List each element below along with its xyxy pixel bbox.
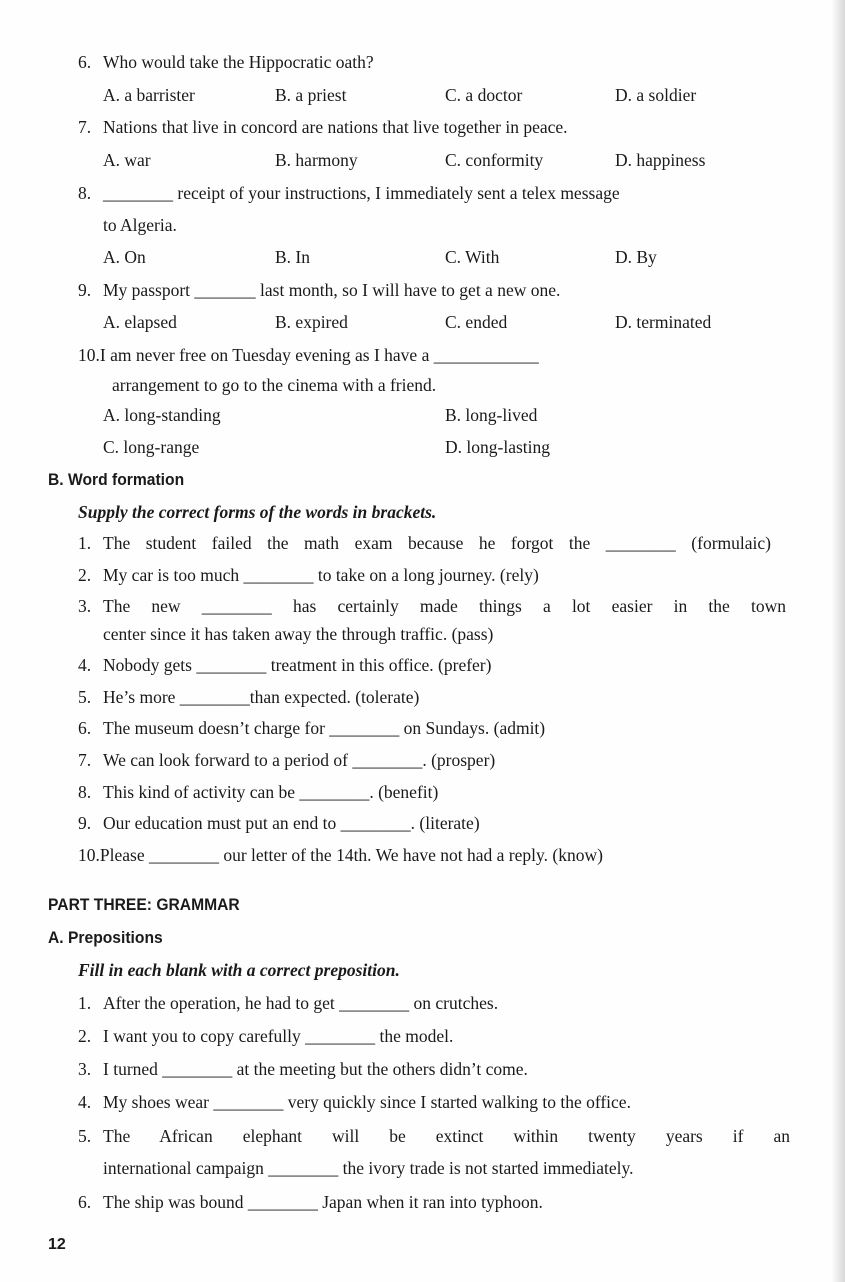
prep1-number: 1. — [78, 993, 92, 1013]
word-formation-instruction: Supply the correct forms of the words in brackets. — [78, 502, 437, 522]
q7-option-a: A. war — [103, 150, 151, 170]
section-heading-word-formation: B. Word formation — [48, 470, 185, 489]
wf2-text: My car is too much ________ to take on a long journey. (rely) — [103, 565, 539, 585]
q10-option-c: C. long-range — [103, 437, 200, 457]
q10-option-b: B. long-lived — [445, 405, 538, 425]
prep5-text-cont: international campaign ________ the ivory trade is not started immediately. — [103, 1158, 634, 1178]
wf9-text: Our education must put an end to ________. (literate) — [103, 813, 480, 833]
q7-option-d: D. happiness — [615, 150, 706, 170]
section-heading-prepositions: A. Prepositions — [48, 928, 163, 947]
q9-option-a: A. elapsed — [103, 312, 177, 332]
q6-number: 6. — [78, 52, 92, 72]
q8-option-b: B. In — [275, 247, 310, 267]
wf1-text: The student failed the math exam because he forgot the ________ (formulaic) — [103, 533, 771, 553]
wf6-number: 6. — [78, 718, 92, 738]
page-number: 12 — [48, 1236, 66, 1253]
q9-text: My passport _______ last month, so I will have to get a new one. — [103, 280, 561, 300]
wf4-text: Nobody gets ________ treatment in this office. (prefer) — [103, 655, 492, 675]
q8-text-cont: to Algeria. — [103, 215, 177, 235]
q8-option-a: A. On — [103, 247, 146, 267]
prep6-text: The ship was bound ________ Japan when it ran into typhoon. — [103, 1192, 543, 1212]
prep2-text: I want you to copy carefully ________ the model. — [103, 1026, 454, 1046]
q10-option-d: D. long-lasting — [445, 437, 550, 457]
q8-option-c: C. With — [445, 247, 500, 267]
prep3-number: 3. — [78, 1059, 92, 1079]
q9-option-c: C. ended — [445, 312, 508, 332]
q6-option-b: B. a priest — [275, 85, 347, 105]
q7-option-c: C. conformity — [445, 150, 544, 170]
prep2-number: 2. — [78, 1026, 92, 1046]
prep3-text: I turned ________ at the meeting but the others didn’t come. — [103, 1059, 528, 1079]
wf8-text: This kind of activity can be ________. (benefit) — [103, 782, 439, 802]
q8-number: 8. — [78, 183, 92, 203]
q6-option-c: C. a doctor — [445, 85, 523, 105]
q9-option-d: D. terminated — [615, 312, 712, 332]
prep6-number: 6. — [78, 1192, 92, 1212]
q7-text: Nations that live in concord are nations that live together in peace. — [103, 117, 568, 137]
page-edge-shadow — [831, 0, 845, 1282]
prep1-text: After the operation, he had to get ________ on crutches. — [103, 993, 499, 1013]
wf3-number: 3. — [78, 596, 92, 616]
wf9-number: 9. — [78, 813, 92, 833]
wf5-number: 5. — [78, 687, 92, 707]
wf4-number: 4. — [78, 655, 92, 675]
wf5-text: He’s more ________than expected. (tolerate) — [103, 687, 420, 707]
prep4-text: My shoes wear ________ very quickly since I started walking to the office. — [103, 1092, 631, 1112]
prepositions-instruction: Fill in each blank with a correct preposition. — [78, 960, 400, 980]
q9-number: 9. — [78, 280, 92, 300]
wf7-number: 7. — [78, 750, 92, 770]
prep5-text: The African elephant will be extinct within twenty years if an — [103, 1126, 790, 1146]
q7-number: 7. — [78, 117, 92, 137]
q8-text: ________ receipt of your instructions, I immediately sent a telex message — [103, 183, 620, 203]
q10-text-cont: arrangement to go to the cinema with a friend. — [112, 375, 437, 395]
q10-option-a: A. long-standing — [103, 405, 221, 425]
q7-option-b: B. harmony — [275, 150, 358, 170]
wf3-text: The new ________ has certainly made things a lot easier in the town — [103, 596, 786, 616]
wf6-text: The museum doesn’t charge for ________ on Sundays. (admit) — [103, 718, 546, 738]
q9-option-b: B. expired — [275, 312, 348, 332]
q6-option-a: A. a barrister — [103, 85, 195, 105]
q6-option-d: D. a soldier — [615, 85, 697, 105]
wf10-text: 10.Please ________ our letter of the 14th. We have not had a reply. (know) — [78, 845, 603, 865]
wf2-number: 2. — [78, 565, 92, 585]
wf1-number: 1. — [78, 533, 92, 553]
q8-option-d: D. By — [615, 247, 657, 267]
prep4-number: 4. — [78, 1092, 92, 1112]
part-three-heading: PART THREE: GRAMMAR — [48, 895, 240, 914]
wf7-text: We can look forward to a period of ________. (prosper) — [103, 750, 496, 770]
prep5-number: 5. — [78, 1126, 92, 1146]
wf8-number: 8. — [78, 782, 92, 802]
q6-text: Who would take the Hippocratic oath? — [103, 52, 374, 72]
q10-text: 10.I am never free on Tuesday evening as I have a ____________ — [78, 345, 539, 365]
wf3-text-cont: center since it has taken away the through traffic. (pass) — [103, 624, 494, 644]
